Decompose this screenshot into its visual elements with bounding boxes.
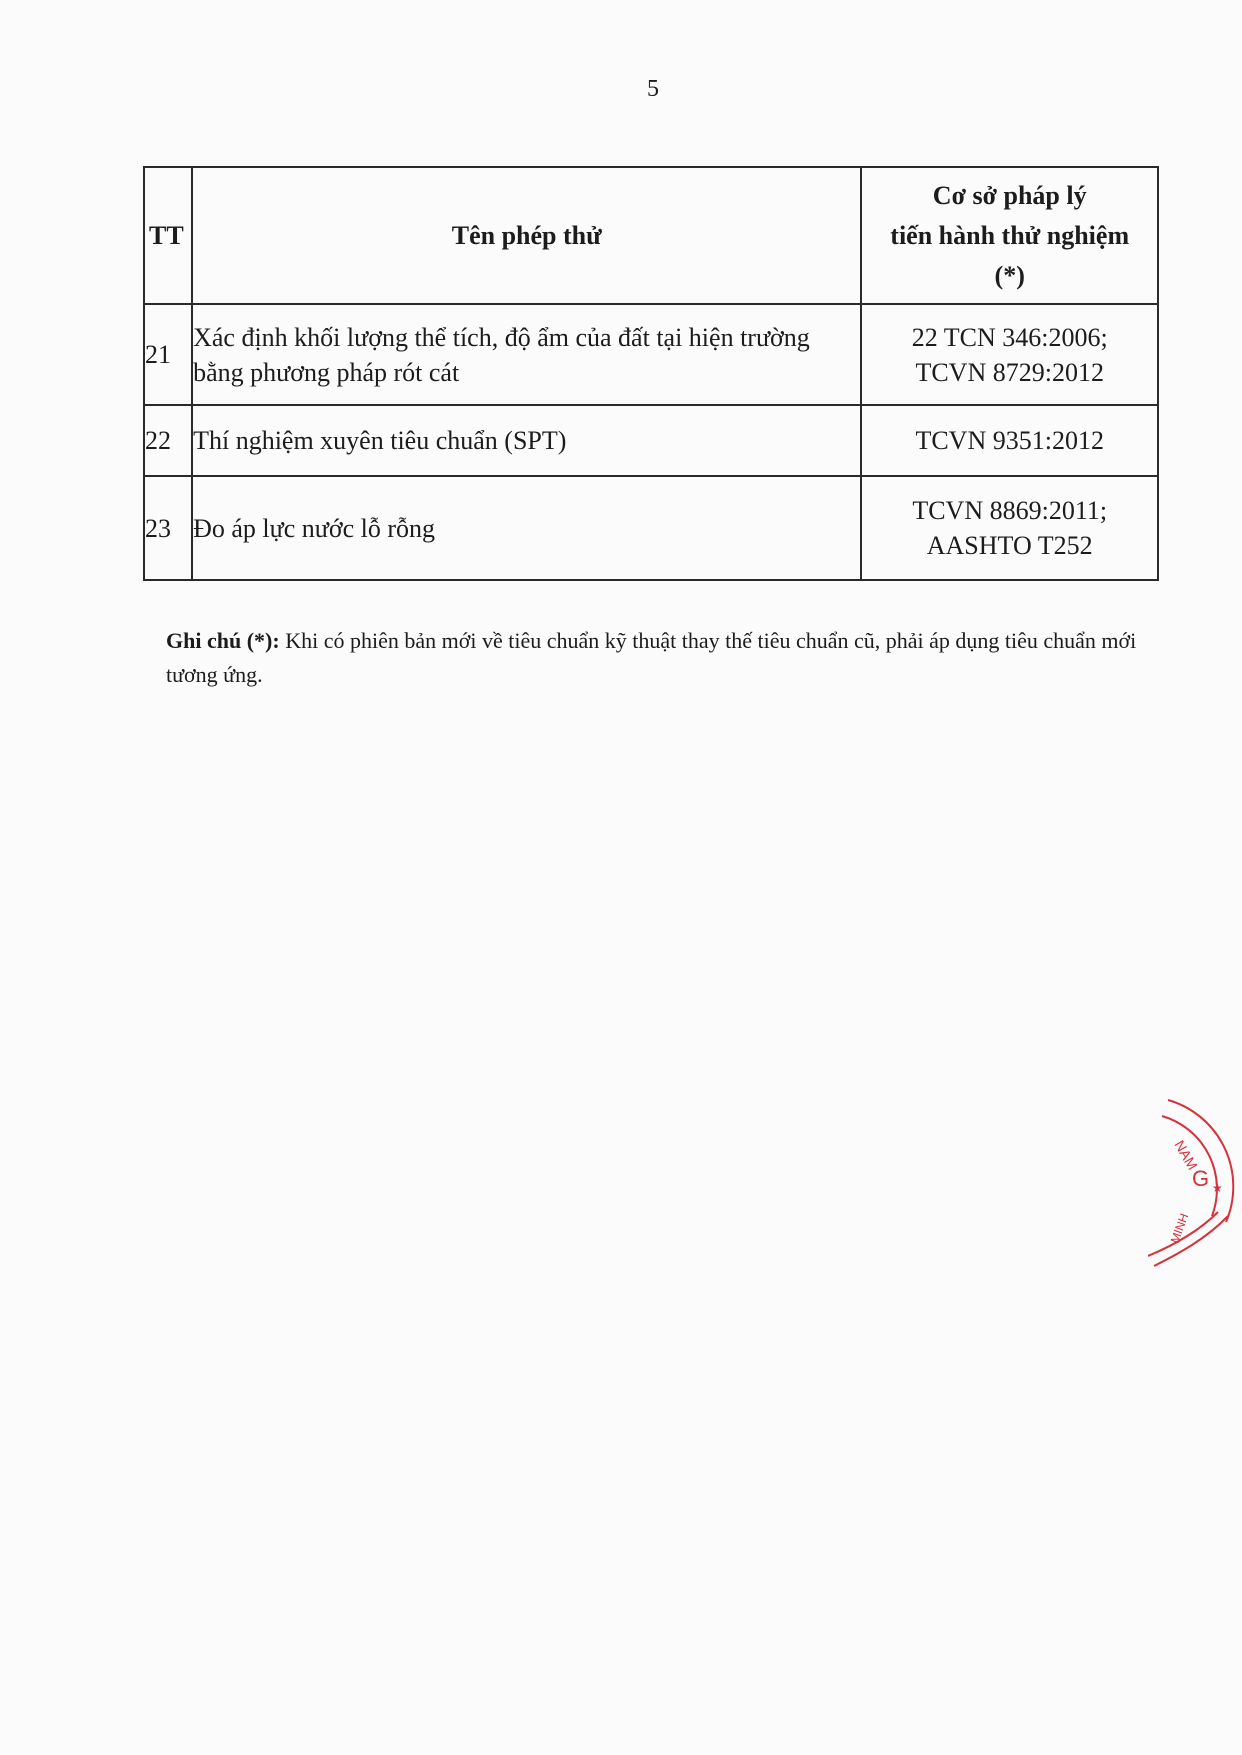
svg-text:MINH: MINH — [1167, 1211, 1192, 1246]
header-tt: TT — [144, 167, 192, 304]
header-legal-basis — [861, 167, 1158, 304]
test-methods-table — [143, 166, 1159, 581]
footnote-text: Khi có phiên bản mới về tiêu chuẩn kỹ thuật thay thế tiêu chuẩn cũ, phải áp dụng tiêu chuẩn mới tương ứng. — [166, 628, 1137, 687]
row-test-name: Xác định khối lượng thể tích, độ ẩm của đất tại hiện trường bằng phương pháp rót cát — [192, 304, 861, 405]
basis-line-1: TCVN 9351:2012 — [915, 426, 1104, 455]
row-legal-basis — [861, 405, 1158, 476]
row-tt: 21 — [144, 304, 192, 405]
table-row — [144, 304, 1158, 405]
header-basis-line-3: (*) — [994, 260, 1025, 290]
header-basis-line-1: Cơ sở pháp lý — [932, 180, 1087, 210]
row-tt: 22 — [144, 405, 192, 476]
row-legal-basis — [861, 304, 1158, 405]
row-legal-basis — [861, 476, 1158, 580]
row-tt: 23 — [144, 476, 192, 580]
header-basis-line-2: tiến hành thử nghiệm — [890, 220, 1130, 250]
table-row — [144, 476, 1158, 580]
row-test-name: Thí nghiệm xuyên tiêu chuẩn (SPT) — [192, 405, 861, 476]
basis-line-2: TCVN 8729:2012 — [915, 357, 1104, 387]
svg-text:NAM: NAM — [1171, 1137, 1201, 1173]
header-test-name: Tên phép thử — [192, 167, 861, 304]
svg-text:G: G — [1192, 1166, 1210, 1191]
row-test-name: Đo áp lực nước lỗ rỗng — [192, 476, 861, 580]
svg-text:★: ★ — [1212, 1181, 1223, 1195]
basis-line-1: TCVN 8869:2011; — [912, 496, 1108, 525]
table-header-row — [144, 167, 1158, 304]
page-number: 5 — [647, 76, 659, 102]
footnote-label: Ghi chú (*): — [166, 628, 280, 653]
table-row — [144, 405, 1158, 476]
basis-line-2: AASHTO T252 — [926, 531, 1093, 560]
red-seal-stamp — [1148, 1094, 1242, 1274]
basis-line-1: 22 TCN 346:2006; — [911, 322, 1108, 352]
footnote — [166, 624, 1146, 692]
